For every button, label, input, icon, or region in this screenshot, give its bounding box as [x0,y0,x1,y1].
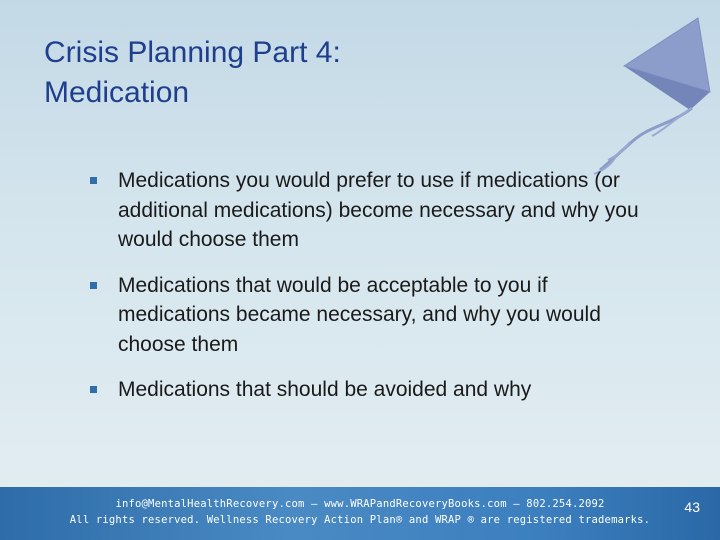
footer-trademark-line: All rights reserved. Wellness Recovery Action Plan® and WRAP ® are registered trademarks. [69,514,651,526]
title-line-1: Crisis Planning Part 4: [44,36,341,69]
kite-icon [572,14,720,184]
bullet-text: Medications that would be acceptable to you if medications became necessary, and why you would choose them [118,273,601,356]
title-line-2: Medication [44,76,190,109]
page-number: 43 [684,499,700,515]
square-bullet-icon [90,282,97,289]
square-bullet-icon [90,177,97,184]
footer-band [0,487,720,540]
page-title [44,33,564,113]
bullet-text: Medications you would prefer to use if medications (or additional medications) become necessary and why you would choose them [118,169,639,251]
bullet-list [90,166,650,421]
footer-contact-line: info@MentalHealthRecovery.com – www.WRAPandRecoveryBooks.com – 802.254.2092 [115,498,605,510]
list-item [90,271,650,360]
list-item [90,375,650,405]
list-item [90,166,650,255]
bullet-text: Medications that should be avoided and why [118,378,532,401]
footer-text [40,496,680,528]
square-bullet-icon [90,386,97,393]
